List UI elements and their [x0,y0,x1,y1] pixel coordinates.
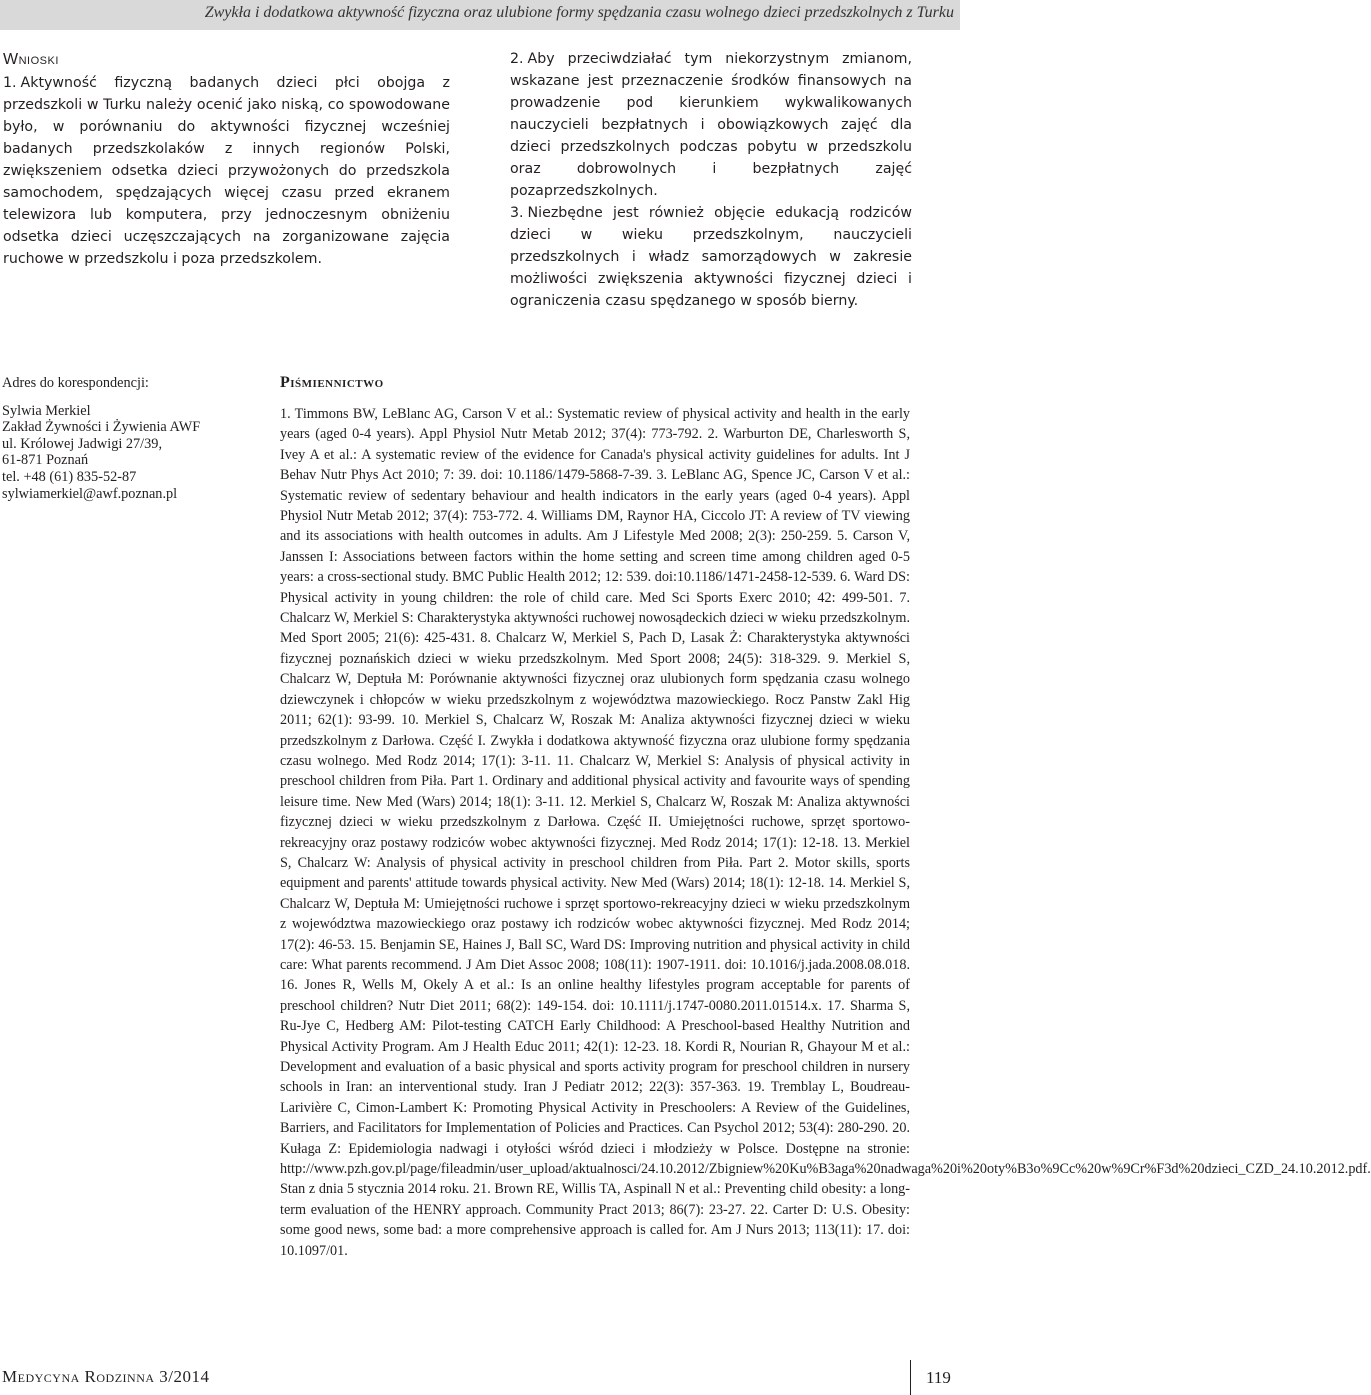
conclusion-item-2 [510,48,912,202]
correspondence-email: sylwiamerkiel@awf.poznan.pl [2,485,178,502]
running-title: Zwykła i dodatkowa aktywność fizyczna oraz ulubione formy spędzania czasu wolnego dzieci przedszkolnych z Turku [204,4,954,21]
running-header [0,0,960,30]
conclusions-right-column [510,48,912,312]
correspondence-street: ul. Królowej Jadwigi 27/39, [2,435,163,452]
conclusion-text: Niezbędne jest również objęcie edukacją rodziców dzieci w wieku przedszkolnym, nauczycieli przedszkolnych i władz samorządowych w zakresie możliwości zwiększenia aktywności fizycznej dzieci i ograniczenia czasu spędzanego w sposób bierny. [510,205,912,309]
references-section [280,374,1371,1261]
conclusion-item-3 [510,202,912,312]
conclusion-item-1 [3,72,450,270]
conclusions-left-column [3,48,450,270]
conclusions-heading: Wnioski [3,51,59,68]
footer-divider [910,1360,911,1395]
correspondence-city: 61-871 Poznań [2,452,89,469]
correspondence-label: Adres do korespondencji: [2,375,149,391]
references-heading: Piśmiennictwo [280,374,384,391]
conclusion-text: Aby przeciwdziałać tym niekorzystnym zmianom, wskazane jest przeznaczenie środków finansowych na prowadzenie pod kierunkiem wykwalikowanych nauczycieli bezpłatnych i obowiązkowych zajęć dla dzieci przedszkolnych podczas pobytu w przedszkolu oraz dobrowolnych i bezpłatnych zajęć pozaprzedszkolnych. [510,51,912,199]
references-list: 1. Timmons BW, LeBlanc AG, Carson V et al.: Systematic review of physical activity and health in the early years (aged 0-4 years). Appl Physiol Nutr Metab 2012; 37(4): 773-792. 2. Warburton DE, Charlesworth S, Ivey A et al.: A systematic review of the evidence for Canada's physical activity guidelines for adults. Int J Behav Nutr Phys Act 2010; 7: 39. doi: 10.1186/1479-5868-7-39. 3. LeBlanc AG, Spence JC, Carson V et al.: Systematic review of sedentary behaviour and health indicators in the early years (aged 0-4 years). Appl Physiol Nutr Metab 2012; 37(4): 753-772. 4. Williams DM, Raynor HA, Ciccolo JT: A review of TV viewing and its associations with health outcomes in adults. Am J Lifestyle Med 2008; 2(3): 250-259. 5. Carson V, Janssen I: Associations between factors within the home setting and screen time among children aged 0-5 years: a cross-sectional study. BMC Public Health 2012; 12: 539. doi:10.1186/1471-2458-12-539. 6. Ward DS: Physical activity in young children: the role of child care. Med Sci Sports Exerc 2010; 42: 499-501. 7. Chalcarz W, Merkiel S: Charakterystyka aktywności ruchowej nowosądeckich dzieci w wieku przedszkolnym. Med Sport 2005; 21(6): 425-431. 8. Chalcarz W, Merkiel S, Pach D, Lasak Ż: Charakterystyka aktywności fizycznej poznańskich dzieci w wieku przedszkolnym. Med Sport 2008; 24(5): 318-329. 9. Merkiel S, Chalcarz W, Deptuła M: Porównanie aktywności fizycznej oraz ulubionych form spędzania czasu wolnego dziewczynek i chłopców w wieku przedszkolnym z województwa mazowieckiego. Rocz Panstw Zakl Hig 2011; 62(1): 93-99. 10. Merkiel S, Chalcarz W, Roszak M: Analiza aktywności fizycznej dzieci w wieku przedszkolnym z Darłowa. Część I. Zwykła i dodatkowa aktywność fizyczna oraz ulubione formy spędzania czasu wolnego. Med Rodz 2014; 17(1): 3-11. 11. Chalcarz W, Merkiel S: Analysis of physical activity in preschool children from Piła. Part 1. Ordinary and additional physical activity and favourite ways of spending leisure time. New Med (Wars) 2014; 18(1): 3-11. 12. Merkiel S, Chalcarz W, Roszak M: Analiza aktywności fizycznej dzieci w wieku przedszkolnym z Darłowa. Część II. Umiejętności ruchowe, sprzęt sportowo-rekreacyjny oraz postawy rodziców wobec aktywności fizycznej. Med Rodz 2014; 17(1): 12-18. 13. Merkiel S, Chalcarz W: Analysis of physical activity in preschool children from Piła. Part 2. Motor skills, sports equipment and parents' attitude towards physical activity. New Med (Wars) 2014; 18(1): 12-18. 14. Merkiel S, Chalcarz W, Deptuła M: Umiejętności ruchowe i sprzęt sportowo-rekreacyjny dzieci w wieku przedszkolnym z województwa mazowieckiego oraz postawy ich rodziców wobec aktywności fizycznej. Med Rodz 2014; 17(2): 46-53. 15. Benjamin SE, Haines J, Ball SC, Ward DS: Improving nutrition and physical activity in child care: What parents recommend. J Am Diet Assoc 2008; 108(11): 1907-1911. doi: 10.1016/j.jada.2008.08.018. 16. Jones R, Wells M, Okely A et al.: Is an online healthy lifestyles program acceptable for parents of preschool children? Nutr Diet 2011; 68(2): 149-154. doi: 10.1111/j.1747-0080.2011.01514.x. 17. Sharma S, Ru-Jye C, Hedberg AM: Pilot-testing CATCH Early Childhood: A Preschool-based Healthy Nutrition and Physical Activity Program. Am J Health Educ 2011; 42(1): 12-23. 18. Kordi R, Nourian R, Ghayour M et al.: Development and evaluation of a basic physical and sports activity program for preschool children in nursery schools in Iran: an interventional study. Iran J Pediatr 2012; 22(3): 357-363. 19. Tremblay L, Boudreau-Larivière C, Cimon-Lambert K: Promoting Physical Activity in Preschoolers: A Review of the Guidelines, Barriers, and Facilitators for Implementation of Policies and Practices. Can Psychol 2012; 53(4): 280-290. 20. Kułaga Z: Epidemiologia nadwagi i otyłości wśród dzieci i młodzieży w Polsce. Dostępne na stronie: http://www.pzh.gov.pl/page/fileadmin/user_upload/aktualnosci/24.10.2012/Zbigniew%20Ku%B3aga%20nadwaga%20i%20oty%B3o%9Cc%20w%9Cr%F3d%20dzieci_CZD_24.10.2012.pdf. Stan z dnia 5 stycznia 2014 roku. 21. Brown RE, Willis TA, Aspinall N et al.: Preventing child obesity: a long-term evaluation of the HENRY approach. Community Pract 2013; 86(7): 23-27. 22. Carter D: U.S. Obesity: some good news, some bad: a more comprehensive approach is called for. Am J Nurs 2013; 113(11): 17. doi: 10.1097/01. [280,406,1371,1259]
conclusion-text: Aktywność fizyczną badanych dzieci płci obojga z przedszkoli w Turku należy ocenić jako niską, co spowodowane było, w porównaniu do aktywności fizycznej wcześniej badanych przedszkolaków z innych regionów Polski, zwiększeniem odsetka dzieci przywożonych do przedszkola samochodem, spędzających więcej czasu przed ekranem telewizora lub komputera, przy jednoczesnym obniżeniu odsetka dzieci uczęszczających na zorganizowane zajęcia ruchowe w przedszkolu i poza przedszkolem. [3,75,450,267]
correspondence-block [2,375,252,502]
correspondence-name: Sylwia Merkiel [2,402,91,419]
conclusion-number: 2. [510,51,524,67]
conclusion-number: 1. [3,75,17,91]
correspondence-phone: tel. +48 (61) 835-52-87 [2,468,137,485]
correspondence-department: Zakład Żywności i Żywienia AWF [2,419,201,436]
conclusion-number: 3. [510,205,524,221]
page-number: 119 [926,1368,951,1387]
journal-footer: Medycyna Rodzinna 3/2014 [2,1367,210,1386]
